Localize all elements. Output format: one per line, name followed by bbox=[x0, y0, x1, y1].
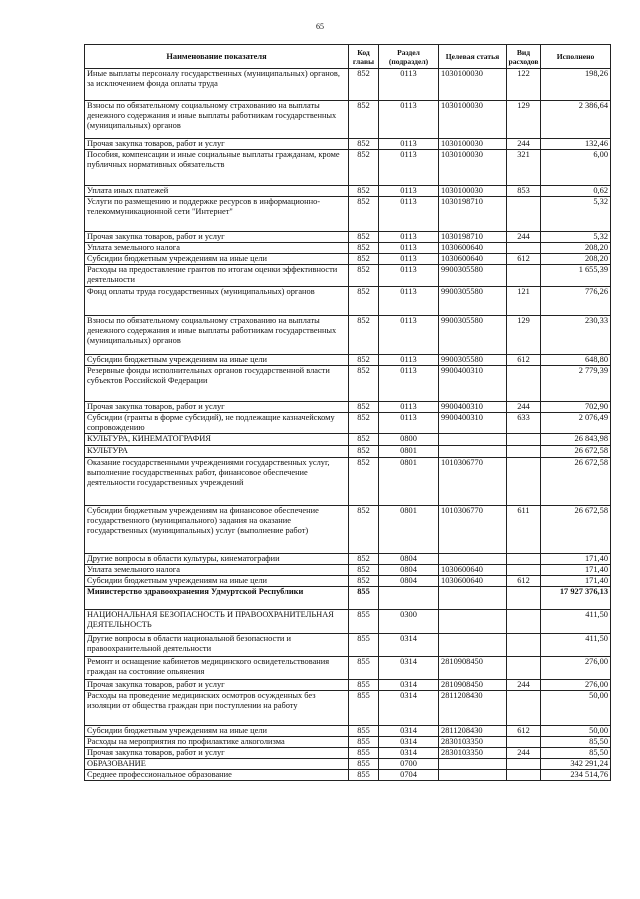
cell-kod: 852 bbox=[349, 458, 379, 506]
cell-kod: 852 bbox=[349, 265, 379, 287]
cell-name: Прочая закупка товаров, работ и услуг bbox=[85, 748, 349, 759]
cell-kod: 852 bbox=[349, 576, 379, 587]
cell-vid bbox=[507, 691, 541, 726]
cell-name: Услуги по размещению и поддержке ресурсов в информационно-телекоммуникационной сети "Интернет" bbox=[85, 197, 349, 232]
cell-vid: 612 bbox=[507, 576, 541, 587]
table-row bbox=[85, 243, 611, 254]
cell-kod: 855 bbox=[349, 737, 379, 748]
cell-cel: 1030600640 bbox=[439, 243, 507, 254]
cell-cel: 9900400310 bbox=[439, 366, 507, 402]
cell-cel: 1030100030 bbox=[439, 139, 507, 150]
cell-kod: 852 bbox=[349, 287, 379, 316]
cell-vid: 129 bbox=[507, 101, 541, 139]
cell-name: Субсидии (гранты в форме субсидий), не подлежащие казначейскому сопровождению bbox=[85, 413, 349, 434]
cell-name: Уплата иных платежей bbox=[85, 186, 349, 197]
cell-name: Субсидии бюджетным учреждениям на финансовое обеспечение государственного (муниципального) задания на оказание государственных (муниципальных) услуг (выполнение работ) bbox=[85, 506, 349, 554]
cell-ispol: 17 927 376,13 bbox=[541, 587, 611, 610]
cell-ispol: 50,00 bbox=[541, 691, 611, 726]
cell-ispol: 132,46 bbox=[541, 139, 611, 150]
cell-kod: 855 bbox=[349, 770, 379, 781]
cell-ispol: 5,32 bbox=[541, 197, 611, 232]
cell-name: Субсидии бюджетным учреждениям на иные цели bbox=[85, 576, 349, 587]
table-row bbox=[85, 232, 611, 243]
cell-ispol: 411,50 bbox=[541, 610, 611, 634]
cell-razdel: 0113 bbox=[379, 232, 439, 243]
cell-vid bbox=[507, 565, 541, 576]
cell-razdel: 0113 bbox=[379, 402, 439, 413]
cell-vid: 612 bbox=[507, 726, 541, 737]
cell-ispol: 171,40 bbox=[541, 576, 611, 587]
cell-cel: 2830103350 bbox=[439, 748, 507, 759]
cell-cel bbox=[439, 554, 507, 565]
cell-razdel: 0804 bbox=[379, 576, 439, 587]
cell-ispol: 276,00 bbox=[541, 680, 611, 691]
cell-kod: 852 bbox=[349, 434, 379, 446]
table-row bbox=[85, 458, 611, 506]
cell-name: ОБРАЗОВАНИЕ bbox=[85, 759, 349, 770]
table-row bbox=[85, 254, 611, 265]
cell-razdel: 0113 bbox=[379, 197, 439, 232]
table-row bbox=[85, 587, 611, 610]
header-cel: Целевая статья bbox=[439, 45, 507, 69]
cell-cel bbox=[439, 610, 507, 634]
cell-kod: 852 bbox=[349, 366, 379, 402]
cell-cel: 2810908450 bbox=[439, 680, 507, 691]
cell-cel: 1030600640 bbox=[439, 254, 507, 265]
cell-name: Прочая закупка товаров, работ и услуг bbox=[85, 402, 349, 413]
cell-kod: 852 bbox=[349, 565, 379, 576]
table-row bbox=[85, 101, 611, 139]
table-row bbox=[85, 554, 611, 565]
cell-ispol: 85,50 bbox=[541, 737, 611, 748]
cell-vid bbox=[507, 759, 541, 770]
cell-vid: 612 bbox=[507, 254, 541, 265]
table-row bbox=[85, 770, 611, 781]
table-row bbox=[85, 446, 611, 458]
cell-vid bbox=[507, 243, 541, 254]
cell-name: Другие вопросы в области национальной безопасности и правоохранительной деятельности bbox=[85, 634, 349, 657]
cell-vid bbox=[507, 634, 541, 657]
cell-vid bbox=[507, 265, 541, 287]
cell-cel: 1030600640 bbox=[439, 576, 507, 587]
cell-ispol: 0,62 bbox=[541, 186, 611, 197]
cell-kod: 855 bbox=[349, 726, 379, 737]
cell-vid bbox=[507, 657, 541, 680]
table-row bbox=[85, 657, 611, 680]
table-row bbox=[85, 576, 611, 587]
budget-table bbox=[84, 44, 611, 781]
cell-vid: 244 bbox=[507, 748, 541, 759]
cell-ispol: 776,26 bbox=[541, 287, 611, 316]
table-row bbox=[85, 748, 611, 759]
table-row bbox=[85, 69, 611, 101]
cell-cel: 1010306770 bbox=[439, 506, 507, 554]
cell-kod: 855 bbox=[349, 691, 379, 726]
cell-razdel: 0113 bbox=[379, 186, 439, 197]
cell-cel: 1030100030 bbox=[439, 69, 507, 101]
header-name: Наименование показателя bbox=[85, 45, 349, 69]
cell-ispol: 2 076,49 bbox=[541, 413, 611, 434]
cell-ispol: 276,00 bbox=[541, 657, 611, 680]
table-row bbox=[85, 355, 611, 366]
cell-razdel: 0113 bbox=[379, 139, 439, 150]
cell-razdel: 0314 bbox=[379, 737, 439, 748]
cell-razdel: 0113 bbox=[379, 413, 439, 434]
cell-name: Резервные фонды исполнительных органов государственной власти субъектов Российской Федерации bbox=[85, 366, 349, 402]
cell-kod: 852 bbox=[349, 139, 379, 150]
cell-cel: 1030600640 bbox=[439, 565, 507, 576]
cell-cel bbox=[439, 446, 507, 458]
cell-name: Оказание государственными учреждениями государственных услуг, выполнение государственных работ, финансовое обеспечение деятельности государственных учреждений bbox=[85, 458, 349, 506]
cell-ispol: 2 779,39 bbox=[541, 366, 611, 402]
cell-razdel: 0113 bbox=[379, 265, 439, 287]
table-body bbox=[85, 69, 611, 781]
cell-name: Другие вопросы в области культуры, кинематографии bbox=[85, 554, 349, 565]
table-row bbox=[85, 691, 611, 726]
cell-vid: 612 bbox=[507, 355, 541, 366]
cell-name: Иные выплаты персоналу государственных (муниципальных) органов, за исключением фонда оплаты труда bbox=[85, 69, 349, 101]
cell-razdel: 0113 bbox=[379, 243, 439, 254]
cell-cel: 2810908450 bbox=[439, 657, 507, 680]
cell-kod: 855 bbox=[349, 587, 379, 610]
table-row bbox=[85, 610, 611, 634]
cell-vid bbox=[507, 770, 541, 781]
cell-kod: 852 bbox=[349, 186, 379, 197]
cell-vid bbox=[507, 366, 541, 402]
cell-name: Расходы на проведение медицинских осмотров осужденных без изоляции от общества граждан при поступлении на работу bbox=[85, 691, 349, 726]
cell-razdel: 0314 bbox=[379, 691, 439, 726]
cell-kod: 852 bbox=[349, 506, 379, 554]
cell-cel: 2830103350 bbox=[439, 737, 507, 748]
cell-vid: 244 bbox=[507, 232, 541, 243]
header-ispol: Исполнено bbox=[541, 45, 611, 69]
cell-name: Прочая закупка товаров, работ и услуг bbox=[85, 232, 349, 243]
cell-vid: 633 bbox=[507, 413, 541, 434]
cell-cel bbox=[439, 634, 507, 657]
cell-ispol: 230,33 bbox=[541, 316, 611, 355]
cell-razdel: 0314 bbox=[379, 680, 439, 691]
cell-ispol: 411,50 bbox=[541, 634, 611, 657]
cell-ispol: 234 514,76 bbox=[541, 770, 611, 781]
cell-razdel bbox=[379, 587, 439, 610]
cell-vid bbox=[507, 434, 541, 446]
cell-vid: 244 bbox=[507, 402, 541, 413]
cell-vid bbox=[507, 737, 541, 748]
cell-name: Взносы по обязательному социальному страхованию на выплаты денежного содержания и иные выплаты работникам государственных (муниципальных) органов bbox=[85, 101, 349, 139]
table-row bbox=[85, 413, 611, 434]
table-row bbox=[85, 565, 611, 576]
cell-razdel: 0113 bbox=[379, 366, 439, 402]
table-row bbox=[85, 737, 611, 748]
cell-name: Субсидии бюджетным учреждениям на иные цели bbox=[85, 355, 349, 366]
cell-cel bbox=[439, 770, 507, 781]
cell-razdel: 0113 bbox=[379, 287, 439, 316]
cell-razdel: 0113 bbox=[379, 254, 439, 265]
cell-kod: 852 bbox=[349, 402, 379, 413]
cell-vid bbox=[507, 446, 541, 458]
table-row bbox=[85, 402, 611, 413]
cell-kod: 852 bbox=[349, 446, 379, 458]
cell-razdel: 0314 bbox=[379, 634, 439, 657]
cell-name: Прочая закупка товаров, работ и услуг bbox=[85, 680, 349, 691]
cell-ispol: 171,40 bbox=[541, 554, 611, 565]
cell-razdel: 0113 bbox=[379, 355, 439, 366]
table-row bbox=[85, 197, 611, 232]
table-row bbox=[85, 634, 611, 657]
cell-razdel: 0804 bbox=[379, 554, 439, 565]
cell-ispol: 6,00 bbox=[541, 150, 611, 186]
cell-ispol: 208,20 bbox=[541, 243, 611, 254]
table-row bbox=[85, 186, 611, 197]
cell-name: КУЛЬТУРА bbox=[85, 446, 349, 458]
cell-name: Фонд оплаты труда государственных (муниципальных) органов bbox=[85, 287, 349, 316]
cell-cel: 9900305580 bbox=[439, 287, 507, 316]
cell-kod: 855 bbox=[349, 657, 379, 680]
cell-name: Среднее профессиональное образование bbox=[85, 770, 349, 781]
cell-kod: 852 bbox=[349, 554, 379, 565]
cell-kod: 855 bbox=[349, 610, 379, 634]
cell-name: НАЦИОНАЛЬНАЯ БЕЗОПАСНОСТЬ И ПРАВООХРАНИТЕЛЬНАЯ ДЕЯТЕЛЬНОСТЬ bbox=[85, 610, 349, 634]
table-row bbox=[85, 139, 611, 150]
cell-ispol: 198,26 bbox=[541, 69, 611, 101]
cell-vid: 129 bbox=[507, 316, 541, 355]
cell-razdel: 0113 bbox=[379, 150, 439, 186]
cell-cel: 9900305580 bbox=[439, 355, 507, 366]
cell-ispol: 342 291,24 bbox=[541, 759, 611, 770]
cell-cel: 9900400310 bbox=[439, 402, 507, 413]
cell-ispol: 702,90 bbox=[541, 402, 611, 413]
cell-name: Пособия, компенсации и иные социальные выплаты гражданам, кроме публичных нормативных обязательств bbox=[85, 150, 349, 186]
header-razdel: Раздел (подраздел) bbox=[379, 45, 439, 69]
cell-vid: 611 bbox=[507, 506, 541, 554]
cell-vid: 122 bbox=[507, 69, 541, 101]
cell-cel bbox=[439, 587, 507, 610]
cell-razdel: 0704 bbox=[379, 770, 439, 781]
cell-name: Субсидии бюджетным учреждениям на иные цели bbox=[85, 726, 349, 737]
cell-ispol: 648,80 bbox=[541, 355, 611, 366]
cell-name: Взносы по обязательному социальному страхованию на выплаты денежного содержания и иные выплаты работникам государственных (муниципальных) органов bbox=[85, 316, 349, 355]
table-row bbox=[85, 287, 611, 316]
cell-razdel: 0804 bbox=[379, 565, 439, 576]
cell-cel: 1030100030 bbox=[439, 186, 507, 197]
cell-ispol: 50,00 bbox=[541, 726, 611, 737]
cell-razdel: 0300 bbox=[379, 610, 439, 634]
cell-vid bbox=[507, 587, 541, 610]
cell-ispol: 26 843,98 bbox=[541, 434, 611, 446]
cell-vid: 244 bbox=[507, 680, 541, 691]
cell-cel: 1030198710 bbox=[439, 197, 507, 232]
cell-razdel: 0700 bbox=[379, 759, 439, 770]
table-row bbox=[85, 680, 611, 691]
cell-vid bbox=[507, 197, 541, 232]
cell-cel: 1030100030 bbox=[439, 101, 507, 139]
cell-ispol: 1 655,39 bbox=[541, 265, 611, 287]
cell-cel bbox=[439, 434, 507, 446]
table-row bbox=[85, 265, 611, 287]
cell-razdel: 0314 bbox=[379, 726, 439, 737]
table-row bbox=[85, 366, 611, 402]
cell-razdel: 0314 bbox=[379, 657, 439, 680]
cell-name: Министерство здравоохранения Удмуртской Республики bbox=[85, 587, 349, 610]
cell-razdel: 0801 bbox=[379, 506, 439, 554]
cell-ispol: 26 672,58 bbox=[541, 458, 611, 506]
cell-cel: 2811208430 bbox=[439, 691, 507, 726]
cell-razdel: 0113 bbox=[379, 69, 439, 101]
cell-vid: 321 bbox=[507, 150, 541, 186]
cell-cel bbox=[439, 759, 507, 770]
cell-kod: 852 bbox=[349, 197, 379, 232]
cell-kod: 852 bbox=[349, 254, 379, 265]
table-header-row bbox=[85, 45, 611, 69]
cell-razdel: 0800 bbox=[379, 434, 439, 446]
cell-kod: 852 bbox=[349, 232, 379, 243]
cell-vid bbox=[507, 610, 541, 634]
cell-kod: 852 bbox=[349, 243, 379, 254]
cell-vid: 853 bbox=[507, 186, 541, 197]
cell-vid bbox=[507, 458, 541, 506]
cell-name: Прочая закупка товаров, работ и услуг bbox=[85, 139, 349, 150]
header-vid: Вид расходов bbox=[507, 45, 541, 69]
cell-ispol: 208,20 bbox=[541, 254, 611, 265]
cell-vid: 121 bbox=[507, 287, 541, 316]
header-kod: Код главы bbox=[349, 45, 379, 69]
cell-name: Расходы на предоставление грантов по итогам оценки эффективности деятельности bbox=[85, 265, 349, 287]
cell-ispol: 171,40 bbox=[541, 565, 611, 576]
cell-kod: 852 bbox=[349, 69, 379, 101]
cell-kod: 855 bbox=[349, 759, 379, 770]
cell-ispol: 5,32 bbox=[541, 232, 611, 243]
cell-cel: 2811208430 bbox=[439, 726, 507, 737]
cell-kod: 852 bbox=[349, 316, 379, 355]
cell-razdel: 0113 bbox=[379, 316, 439, 355]
table-row bbox=[85, 316, 611, 355]
cell-cel: 1030198710 bbox=[439, 232, 507, 243]
cell-cel: 9900305580 bbox=[439, 265, 507, 287]
cell-razdel: 0801 bbox=[379, 446, 439, 458]
cell-ispol: 26 672,58 bbox=[541, 506, 611, 554]
cell-vid bbox=[507, 554, 541, 565]
cell-name: Субсидии бюджетным учреждениям на иные цели bbox=[85, 254, 349, 265]
cell-cel: 1030100030 bbox=[439, 150, 507, 186]
cell-kod: 855 bbox=[349, 680, 379, 691]
cell-kod: 855 bbox=[349, 634, 379, 657]
cell-kod: 852 bbox=[349, 101, 379, 139]
cell-cel: 1010306770 bbox=[439, 458, 507, 506]
cell-name: Уплата земельного налога bbox=[85, 243, 349, 254]
cell-ispol: 85,50 bbox=[541, 748, 611, 759]
cell-name: Расходы на мероприятия по профилактике алкоголизма bbox=[85, 737, 349, 748]
page-number: 65 bbox=[316, 22, 324, 31]
table-row bbox=[85, 759, 611, 770]
table-row bbox=[85, 726, 611, 737]
cell-razdel: 0113 bbox=[379, 101, 439, 139]
table-row bbox=[85, 150, 611, 186]
cell-name: КУЛЬТУРА, КИНЕМАТОГРАФИЯ bbox=[85, 434, 349, 446]
cell-kod: 852 bbox=[349, 150, 379, 186]
cell-vid: 244 bbox=[507, 139, 541, 150]
table-row bbox=[85, 506, 611, 554]
cell-razdel: 0314 bbox=[379, 748, 439, 759]
cell-ispol: 26 672,58 bbox=[541, 446, 611, 458]
cell-name: Ремонт и оснащение кабинетов медицинского освидетельствования граждан на состояние опьянения bbox=[85, 657, 349, 680]
cell-razdel: 0801 bbox=[379, 458, 439, 506]
table-row bbox=[85, 434, 611, 446]
cell-cel: 9900400310 bbox=[439, 413, 507, 434]
cell-kod: 855 bbox=[349, 748, 379, 759]
cell-kod: 852 bbox=[349, 355, 379, 366]
cell-cel: 9900305580 bbox=[439, 316, 507, 355]
cell-kod: 852 bbox=[349, 413, 379, 434]
cell-name: Уплата земельного налога bbox=[85, 565, 349, 576]
cell-ispol: 2 386,64 bbox=[541, 101, 611, 139]
